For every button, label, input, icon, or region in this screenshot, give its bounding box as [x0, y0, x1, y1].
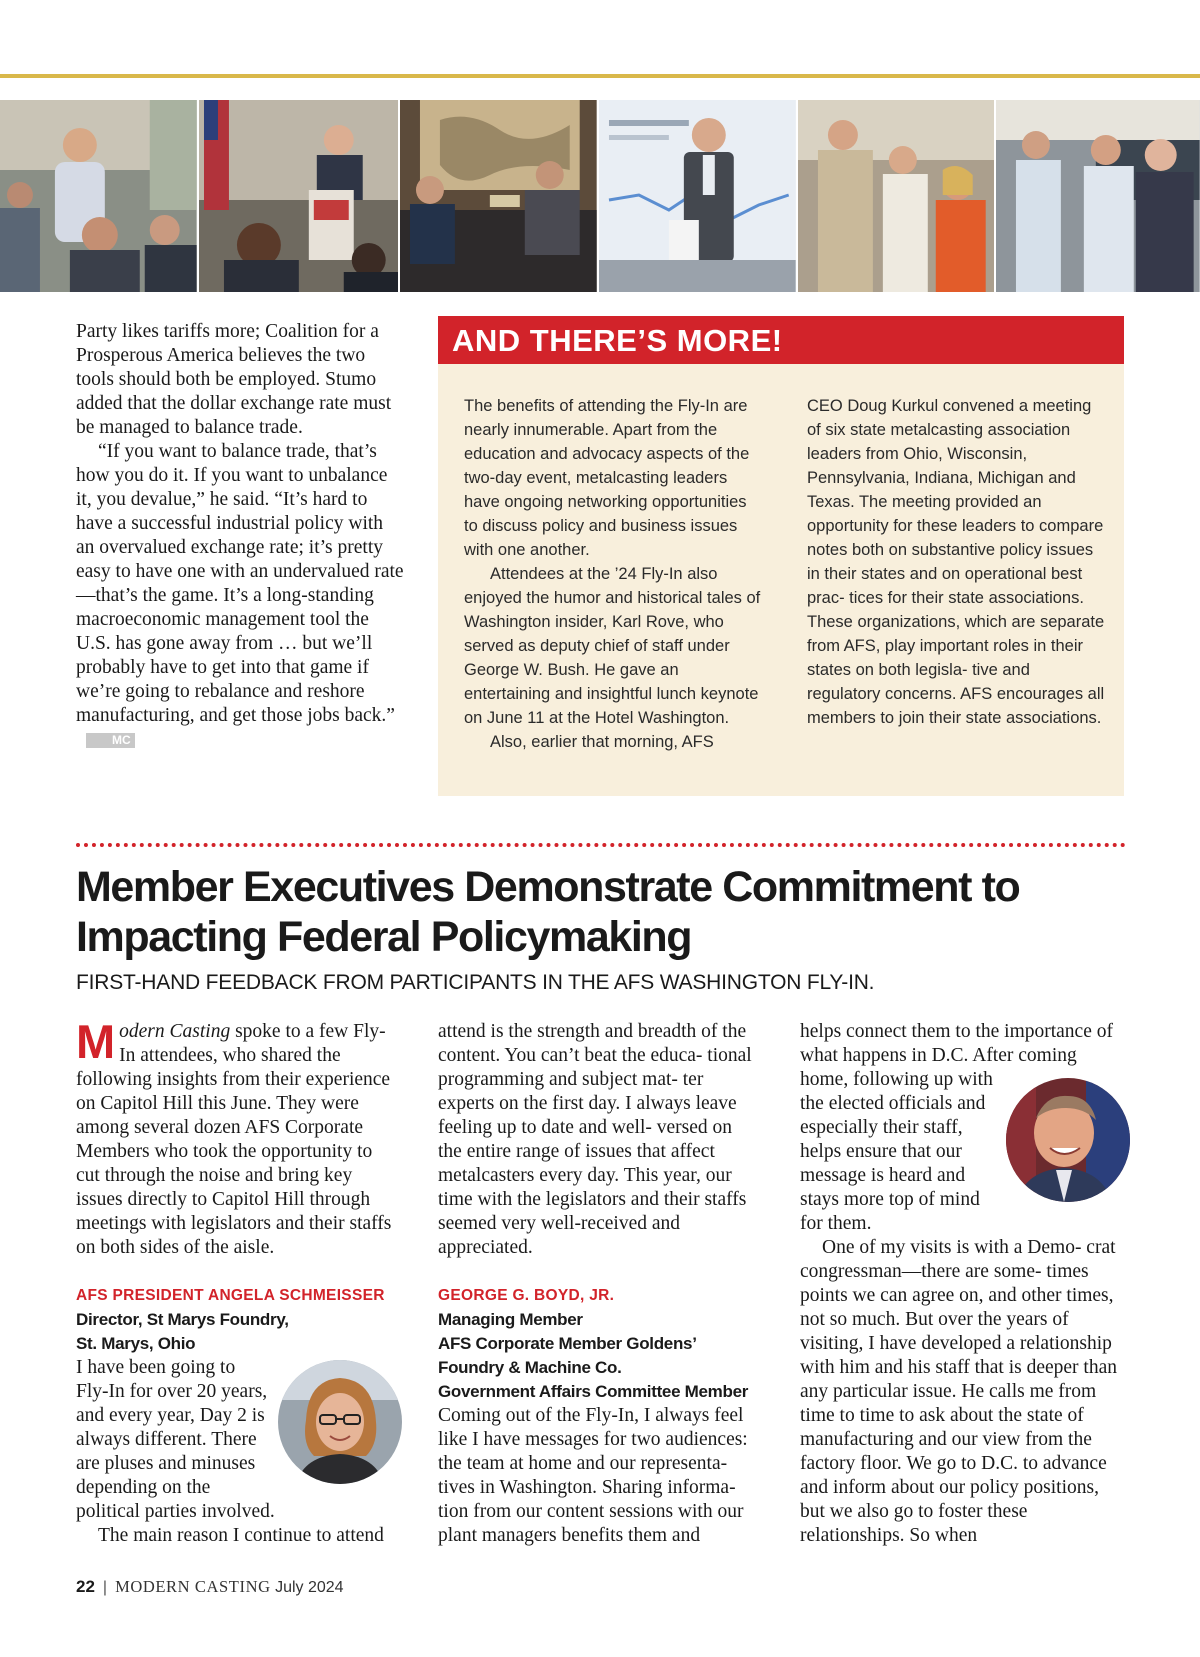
person-2-company: AFS Corporate Member Goldens’ Foundry & Machine Co. — [438, 1334, 696, 1377]
sidebar-column-2 — [807, 394, 1106, 754]
end-mark-badge: MC — [86, 733, 135, 748]
intro-paragraph: Party likes tariffs more; Coalition for a Prosperous America believes the two tools should both be employed. Stumo added that the dollar exchange rate must be managed to balance trade. — [76, 321, 392, 438]
page-number: 22 — [76, 1577, 95, 1596]
person-2-name: GEORGE G. BOYD, JR. — [438, 1287, 615, 1304]
person-2-quote: Coming out of the Fly-In, I always feel like I have messages for two audiences: the team at home and our representa- tives in Washington. Sharing informa- tion from our content sessions with our plant managers benefits them and — [438, 1405, 748, 1546]
article-headline: Member Executives Demonstrate Commitment to Impacting Federal Policymaking — [76, 863, 1020, 961]
sidebar-paragraph: Also, earlier that morning, AFS — [490, 733, 714, 751]
person-2-quote-continued: helps connect them to the importance of what happens in D.C. After coming home, following up with the elected officials and especially their staff, helps ensure that our message is heard and stays more top of mind for them. — [800, 1020, 1126, 1236]
article-column-1 — [76, 1015, 398, 1548]
handshake-photo — [996, 100, 1200, 292]
sidebar-column-1 — [464, 394, 763, 754]
magazine-name-italic: odern Casting — [119, 1021, 231, 1042]
person-1-quote: I have been going to Fly-In for over 20 years, and every year, Day 2 is always different. There are pluses and minuses depending on the political parties involved. — [76, 1357, 275, 1522]
sidebar-paragraph: The benefits of attending the Fly-In are nearly innumerable. Apart from the education and advocacy aspects of the two-day event, metalcasting leaders have ongoing networking opportunities to discuss policy and business issues with one another. — [464, 397, 750, 559]
presenter-screen-photo — [599, 100, 796, 292]
person-1-title: Director, St Marys Foundry, — [76, 1310, 289, 1329]
photo-strip — [0, 100, 1200, 292]
article-deck: FIRST-HAND FEEDBACK FROM PARTICIPANTS IN THE AFS WASHINGTON FLY-IN. — [76, 971, 875, 994]
lounge-discussion-photo — [400, 100, 597, 292]
lead-text: spoke to a few Fly-In attendees, who shared the following insights from their experience on Capitol Hill this June. They were among several dozen AFS Corporate Members who took the opportunity to cut through the noise and bring key issues directly to Capitol Hill through meetings with legislators and their staffs on both sides of the aisle. — [76, 1021, 392, 1258]
person-2-portrait — [1006, 1078, 1130, 1202]
drop-cap: M — [76, 1015, 116, 1068]
article-column-3 — [800, 1020, 1126, 1548]
magazine-name: MODERN CASTING — [115, 1577, 271, 1596]
person-1-location: St. Marys, Ohio — [76, 1334, 196, 1353]
sidebar-columns — [464, 394, 1106, 754]
speaker-podium-photo — [199, 100, 399, 292]
intro-quote-paragraph — [76, 440, 406, 752]
page-footer — [76, 1577, 344, 1597]
person-2-committee: Government Affairs Committee Member — [438, 1382, 749, 1401]
footer-separator: | — [102, 1579, 108, 1596]
continued-quote: attend is the strength and breadth of the content. You can’t beat the educa- tional programming and subject mat- ter experts on the first day. I always leave feeling up to date and well- versed on the entire range of issues that affect metalcasters every day. This year, our time with the legislators and their staffs seemed very well-received and appreciated. — [438, 1021, 752, 1258]
person-1-quote: The main reason I continue to attend — [98, 1525, 384, 1546]
meeting-room-photo — [0, 100, 197, 292]
sidebar-paragraph: Attendees at the ’24 Fly-In also enjoyed the humor and historical tales of Washington insider, Karl Rove, who served as deputy chief of staff under George W. Bush. He gave an entertaining and insightful lunch keynote on June 11 at the Hotel Washington. — [464, 565, 761, 727]
networking-group-photo — [798, 100, 995, 292]
issue-date: July 2024 — [275, 1579, 344, 1596]
sidebar-title: AND THERE’S MORE! — [438, 316, 1124, 364]
intro-column — [76, 320, 406, 752]
person-1-portrait — [278, 1360, 402, 1484]
person-2-quote: One of my visits is with a Demo- crat congressman—there are some- times points we can agree on, and other times, not so much. But over the years of visiting, I have developed a relationship with him and his staff that is deeper than any particular issue. He calls me from time to time to ask about the state of manufacturing and our view from the factory floor. We go to D.C. to advance and inform about our policy positions, but we also go to foster these relationships. So when — [800, 1237, 1117, 1546]
section-divider — [76, 843, 1126, 847]
person-2-title: Managing Member — [438, 1310, 583, 1329]
sidebar-paragraph: CEO Doug Kurkul convened a meeting of six state metalcasting association leaders from Ohio, Wisconsin, Pennsylvania, Indiana, Michigan and Texas. The meeting provided an opportunity for these leaders to compare notes both on substantive policy issues in their states and on operational best prac- tices for their state associations. These organizations, which are separate from AFS, play important roles in their states on both legisla- tive and regulatory concerns. AFS encourages all members to join their state associations. — [807, 397, 1105, 727]
sidebar-box — [438, 316, 1124, 796]
intro-quote-text: “If you want to balance trade, that’s how you do it. If you want to unbalance it, you devalue,” he said. “It’s hard to have a successful industrial policy with an overvalued exchange rate; it’s pretty easy to have one with an undervalued rate—that’s the game. It’s a long-standing macroeconomic management tool the U.S. has gone away from … but we’ll probably have to get into that game if we’re going to rebalance and reshore manufacturing, and get those jobs back.” — [76, 441, 404, 726]
person-1-name: AFS PRESIDENT ANGELA SCHMEISSER — [76, 1287, 385, 1304]
top-gold-rule — [0, 74, 1200, 78]
lead-paragraph — [76, 1015, 398, 1260]
article-column-2 — [438, 1020, 760, 1548]
